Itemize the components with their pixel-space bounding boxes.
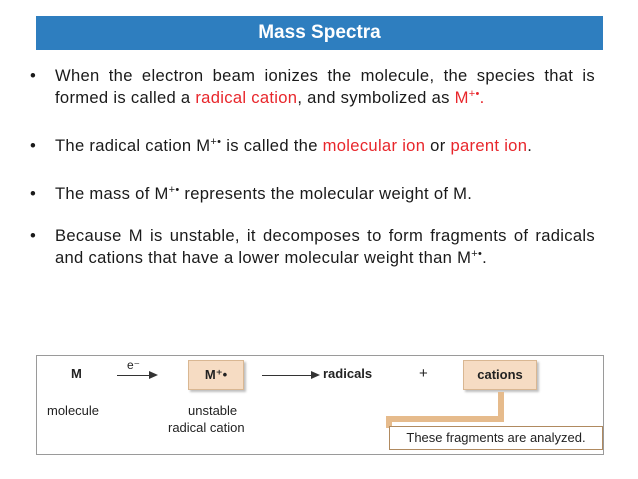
bullet-text: is called the bbox=[221, 136, 323, 155]
fragmentation-diagram bbox=[36, 355, 604, 455]
bullet-list bbox=[30, 65, 595, 269]
ion-superscript: +• bbox=[471, 248, 483, 260]
fragmentation-arrow bbox=[262, 375, 314, 376]
bullet-text: , and symbolized as bbox=[297, 88, 455, 107]
plus-sign: + bbox=[419, 365, 428, 382]
bullet-text: . bbox=[482, 248, 488, 267]
bullet-item bbox=[30, 183, 595, 205]
bullet-dot: • bbox=[30, 136, 37, 155]
electron-arrow bbox=[117, 375, 152, 376]
ion-superscript: +• bbox=[168, 184, 180, 196]
arrow-head-icon bbox=[149, 371, 158, 379]
slide-title: Mass Spectra bbox=[36, 16, 603, 50]
term-molecular-ion: molecular ion bbox=[322, 136, 426, 155]
connector-line bbox=[498, 392, 504, 418]
bullet-item bbox=[30, 135, 595, 157]
ion-superscript: +• bbox=[468, 88, 480, 100]
bullet-text: . bbox=[479, 88, 485, 107]
bullet-dot: • bbox=[30, 184, 37, 203]
radical-cation-label: radical cation bbox=[168, 420, 245, 435]
connector-line bbox=[386, 416, 504, 422]
bullet-item bbox=[30, 65, 595, 109]
bullet-text: or bbox=[425, 136, 451, 155]
bullet-text: Because M is unstable, it decomposes to form fragments of radicals and cations that have a lower molecular weight than M bbox=[55, 226, 595, 267]
electron-label: e⁻ bbox=[127, 358, 141, 372]
term-radical-cation: radical cation bbox=[195, 88, 298, 107]
radicals-label: radicals bbox=[323, 366, 373, 381]
molecule-label: molecule bbox=[47, 403, 100, 418]
symbol-m: M bbox=[454, 88, 469, 107]
bullet-text: . bbox=[527, 136, 533, 155]
ion-superscript: +• bbox=[210, 136, 222, 148]
arrow-head-icon bbox=[311, 371, 320, 379]
molecular-ion-box: M⁺• bbox=[188, 360, 244, 390]
bullet-text: When the electron beam ionizes the molecule, the species that is formed is called a bbox=[55, 66, 595, 107]
cations-box: cations bbox=[463, 360, 537, 390]
bullet-text: represents the molecular weight of M. bbox=[179, 184, 473, 203]
bullet-text: The radical cation M bbox=[55, 136, 211, 155]
term-parent-ion: parent ion bbox=[450, 136, 528, 155]
molecule-symbol: M bbox=[71, 366, 82, 381]
analysis-note: These fragments are analyzed. bbox=[389, 426, 603, 450]
bullet-dot: • bbox=[30, 66, 37, 85]
bullet-item bbox=[30, 225, 595, 269]
unstable-label: unstable bbox=[188, 403, 238, 418]
bullet-dot: • bbox=[30, 226, 37, 245]
bullet-text: The mass of M bbox=[55, 184, 169, 203]
